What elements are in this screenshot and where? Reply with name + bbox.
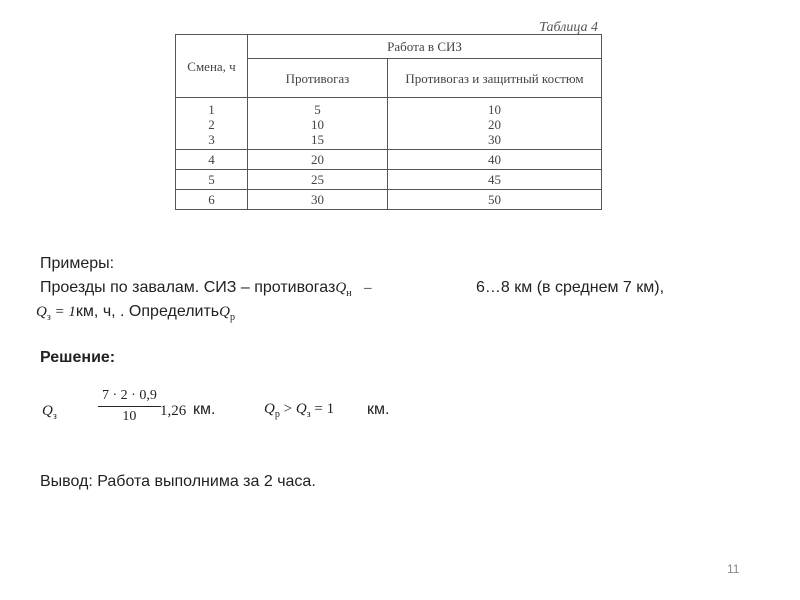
cell-shift: 5 [176, 170, 248, 190]
page-number: 11 [727, 562, 740, 576]
q-p-symbol: $Q_р$ [219, 304, 235, 323]
cell-shift: 4 [176, 150, 248, 170]
solution-lhs: $Q_з$ [42, 403, 57, 422]
table-row [176, 170, 602, 190]
table-row [176, 98, 602, 150]
fraction-denominator: 10 [122, 409, 137, 424]
examples-heading: Примеры: [40, 255, 115, 272]
solution-comparison: $Q_р > Q_з = 1$ [264, 401, 335, 420]
header-gasmask: Противогаз [248, 59, 388, 98]
cell-gasmask-suit: 10 20 30 [388, 98, 602, 150]
cell-shift: 1 2 3 [176, 98, 248, 150]
examples-line-2-text: км, ч, . Определить [75, 303, 220, 320]
q-n-symbol: $Q_н$ [335, 280, 352, 299]
cell-gasmask-suit: 50 [388, 190, 602, 210]
cell-gasmask: 20 [248, 150, 388, 170]
solution-fraction [98, 388, 161, 425]
q-z-symbol: $Q_з = 1$ [36, 304, 76, 323]
siz-work-table [175, 34, 602, 210]
examples-line-1-text: Проезды по завалам. СИЗ – противогаз [40, 279, 336, 296]
cell-gasmask-suit: 40 [388, 150, 602, 170]
cell-gasmask: 30 [248, 190, 388, 210]
solution-result: 1,26 [160, 403, 187, 419]
solution-heading: Решение: [40, 349, 116, 366]
solution-unit-1: км. [193, 401, 216, 418]
table-row [176, 150, 602, 170]
table-caption: Таблица 4 [539, 20, 598, 35]
header-gasmask-suit: Противогаз и защитный костюм [388, 59, 602, 98]
header-siz-work: Работа в СИЗ [248, 35, 602, 59]
cell-gasmask-suit: 45 [388, 170, 602, 190]
conclusion-text: Вывод: Работа выполнима за 2 часа. [40, 473, 316, 490]
examples-line-1-value: 6…8 км (в среднем 7 км), [476, 279, 665, 296]
examples-line-2 [36, 302, 235, 328]
examples-line-1 [40, 278, 372, 304]
cell-gasmask: 25 [248, 170, 388, 190]
table-row [176, 190, 602, 210]
cell-shift: 6 [176, 190, 248, 210]
fraction-numerator: 7 · 2 · 0,9 [98, 388, 161, 407]
solution-unit-2: км. [367, 401, 390, 418]
header-shift: Смена, ч [176, 35, 248, 98]
dash-symbol: – [364, 280, 372, 296]
cell-gasmask: 5 10 15 [248, 98, 388, 150]
